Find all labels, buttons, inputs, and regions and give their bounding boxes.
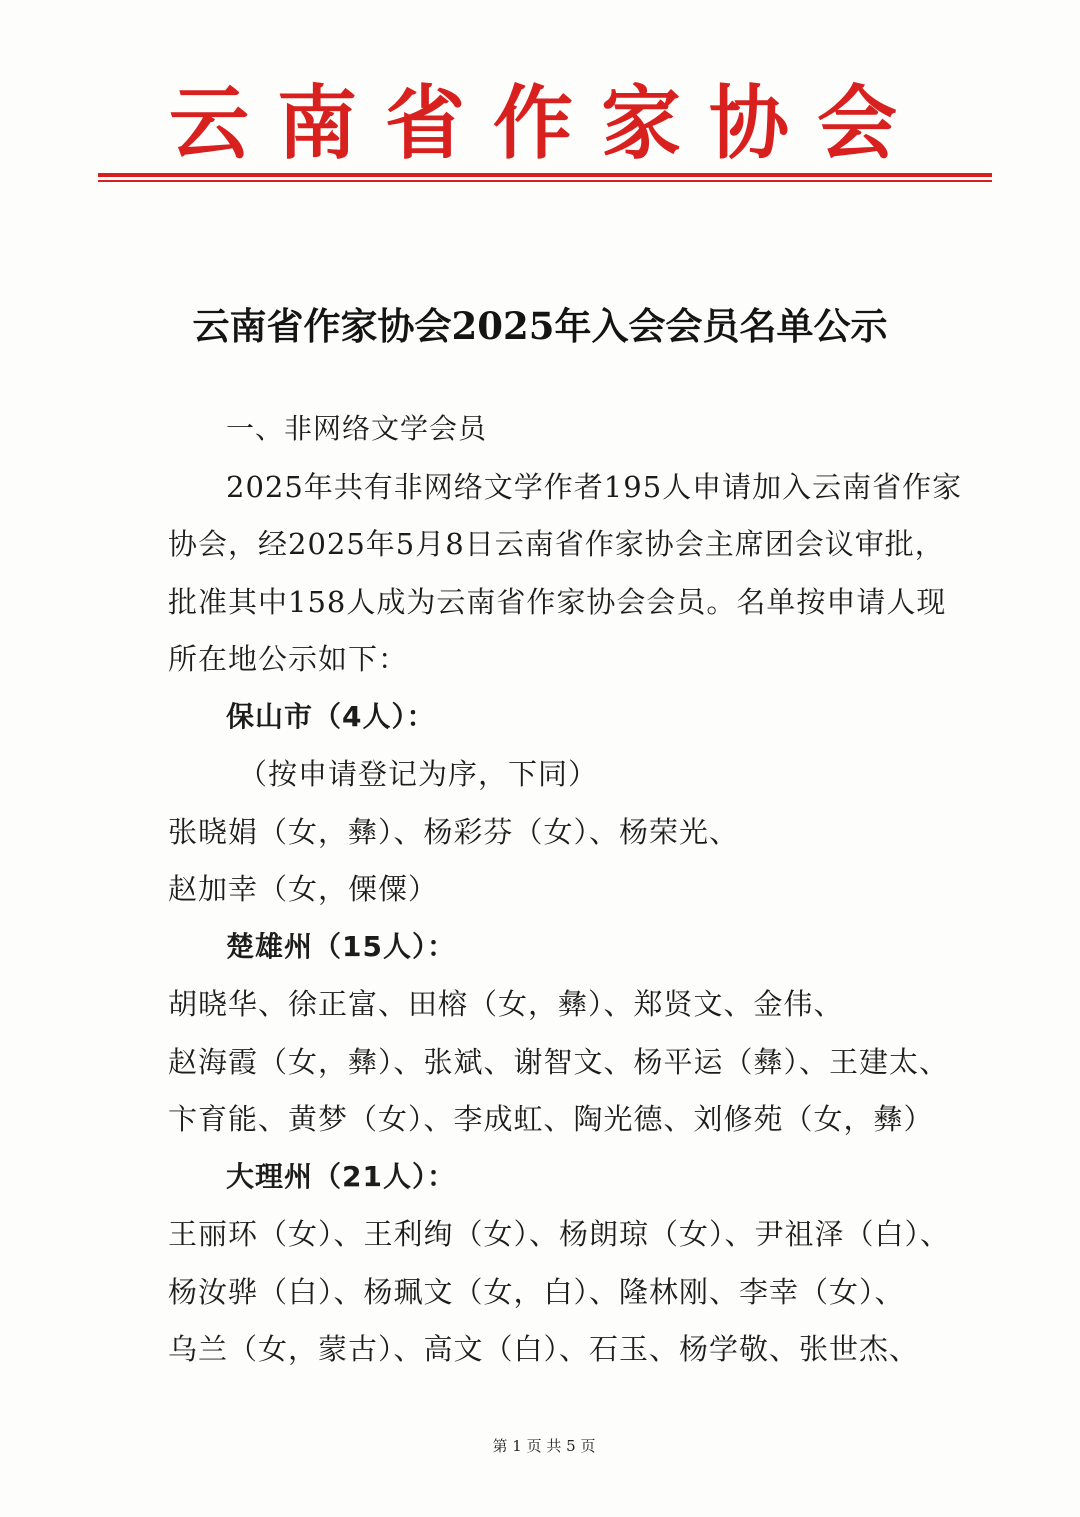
page-number: 第 1 页 共 5 页 xyxy=(492,1437,596,1455)
member-line: 赵海霞（女，彝）、张斌、谢智文、杨平运（彝）、王建太、 xyxy=(168,1045,950,1079)
member-line: 王丽环（女）、王利绚（女）、杨朗琼（女）、尹祖泽（白）、 xyxy=(168,1217,951,1251)
member-line: 卞育能、黄梦（女）、李成虹、陶光德、刘修苑（女，彝） xyxy=(168,1102,934,1136)
member-line: 张晓娟（女，彝）、杨彩芬（女）、杨荣光、 xyxy=(168,815,740,849)
intro-line: 批准其中158人成为云南省作家协会会员。名单按申请人现 xyxy=(168,585,947,619)
section-heading: 一、非网络文学会员 xyxy=(226,412,488,445)
intro-line: 2025年共有非网络文学作者195人申请加入云南省作家 xyxy=(226,470,963,504)
ordering-note: （按申请登记为序，下同） xyxy=(238,757,599,791)
letterhead-rule-thick xyxy=(98,173,992,177)
region-header-chuxiong: 楚雄州（15人）： xyxy=(226,930,456,963)
region-header-baoshan: 保山市（4人）： xyxy=(226,700,436,733)
document-title: 云南省作家协会2025年入会会员名单公示 xyxy=(192,304,888,348)
letterhead-rule-thin xyxy=(98,180,992,182)
intro-line: 协会，经2025年5月8日云南省作家协会主席团会议审批， xyxy=(168,527,945,561)
member-line: 赵加幸（女，傈僳） xyxy=(168,872,439,906)
member-line: 杨汝骅（白）、杨珮文（女，白）、隆林刚、李幸（女）、 xyxy=(168,1275,905,1309)
intro-line: 所在地公示如下： xyxy=(168,642,409,676)
region-header-dali: 大理州（21人）： xyxy=(226,1160,456,1193)
member-line: 胡晓华、徐正富、田榕（女，彝）、郑贤文、金伟、 xyxy=(168,987,844,1021)
letterhead-org-name: 云南省作家协会 xyxy=(169,76,925,170)
member-line: 乌兰（女，蒙古）、高文（白）、石玉、杨学敬、张世杰、 xyxy=(168,1332,920,1366)
